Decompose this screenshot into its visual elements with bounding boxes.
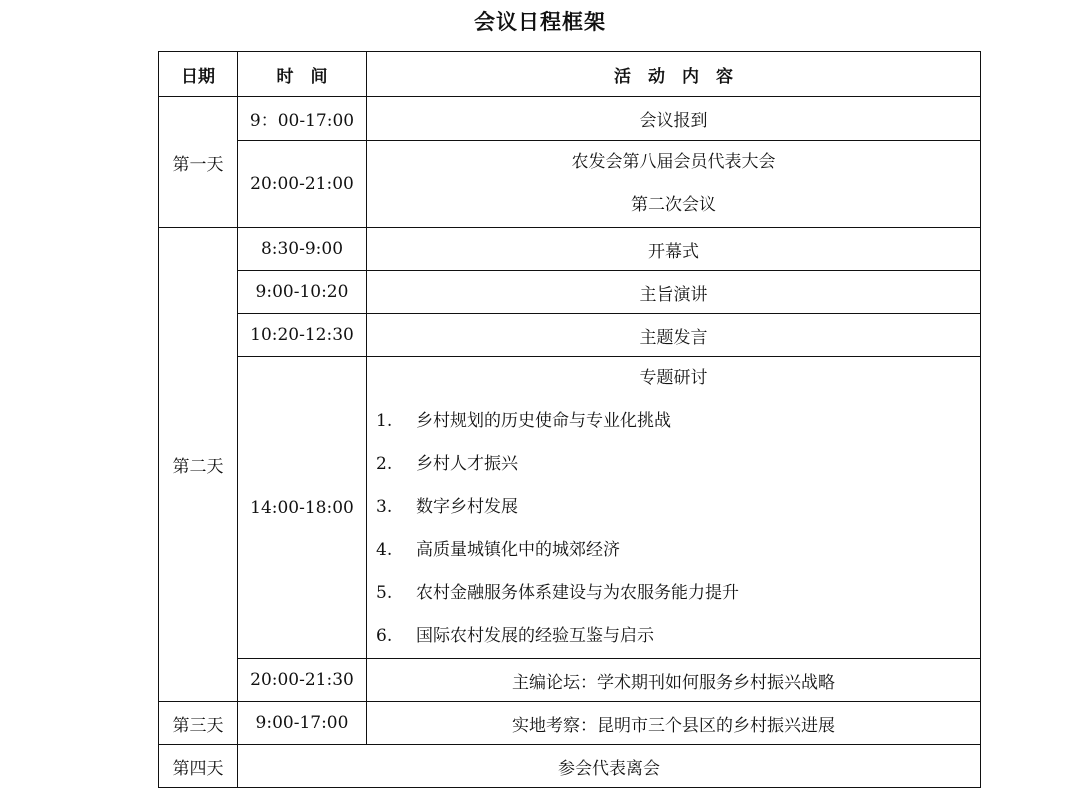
day-label: 第三天	[159, 702, 238, 745]
time-cell: 20:00-21:30	[238, 659, 367, 702]
topic-text: 国际农村发展的经验互鉴与启示	[416, 626, 654, 646]
time-cell: 14:00-18:00	[238, 357, 367, 659]
header-time: 时 间	[238, 52, 367, 97]
topic-number: 6.	[376, 626, 393, 646]
day-label: 第一天	[159, 97, 238, 228]
table-row	[159, 97, 981, 141]
table-row	[159, 141, 981, 228]
header-content: 活 动 内 容	[367, 52, 981, 97]
topic-number: 4.	[376, 540, 393, 560]
header-date: 日期	[159, 52, 238, 97]
time-cell: 9:00-17:00	[238, 702, 367, 745]
topic-text: 乡村人才振兴	[416, 454, 518, 474]
page-title: 会议日程框架	[474, 10, 606, 34]
table-row	[159, 745, 981, 788]
time-cell: 10:20-12:30	[238, 314, 367, 357]
topic-number: 2.	[376, 454, 393, 474]
content-cell: 主旨演讲	[367, 271, 981, 314]
topic-number: 5.	[376, 583, 393, 603]
topic-text: 数字乡村发展	[416, 497, 518, 517]
time-cell: 9:00-10:20	[238, 271, 367, 314]
time-cell: 9：00-17:00	[238, 97, 367, 141]
content-cell: 会议报到	[367, 97, 981, 141]
table-row	[159, 271, 981, 314]
topic-item	[367, 486, 980, 529]
time-cell: 20:00-21:00	[238, 141, 367, 228]
table-row	[159, 702, 981, 745]
content-cell	[367, 357, 981, 659]
day-label: 第二天	[159, 228, 238, 702]
topic-number: 1.	[376, 411, 393, 431]
table-row	[159, 357, 981, 659]
table-row	[159, 228, 981, 271]
topic-item	[367, 400, 980, 443]
topic-text: 农村金融服务体系建设与为农服务能力提升	[416, 583, 739, 603]
topic-item	[367, 443, 980, 486]
content-line: 第二次会议	[631, 195, 716, 215]
header-row	[159, 52, 981, 97]
time-cell: 8:30-9:00	[238, 228, 367, 271]
topic-number: 3.	[376, 497, 393, 517]
content-cell: 主题发言	[367, 314, 981, 357]
content-cell: 实地考察：昆明市三个县区的乡村振兴进展	[367, 702, 981, 745]
topic-item	[367, 615, 980, 658]
topic-text: 高质量城镇化中的城郊经济	[416, 540, 620, 560]
content-cell	[367, 141, 981, 228]
day-label: 第四天	[159, 745, 238, 788]
table-row	[159, 659, 981, 702]
schedule-table	[158, 51, 981, 788]
table-row	[159, 314, 981, 357]
content-cell: 参会代表离会	[238, 745, 981, 788]
content-cell: 开幕式	[367, 228, 981, 271]
content-cell: 主编论坛：学术期刊如何服务乡村振兴战略	[367, 659, 981, 702]
topic-text: 乡村规划的历史使命与专业化挑战	[416, 411, 671, 431]
topic-heading: 专题研讨	[639, 368, 708, 388]
topic-item	[367, 529, 980, 572]
topic-item	[367, 572, 980, 615]
content-line: 农发会第八届会员代表大会	[571, 152, 776, 172]
